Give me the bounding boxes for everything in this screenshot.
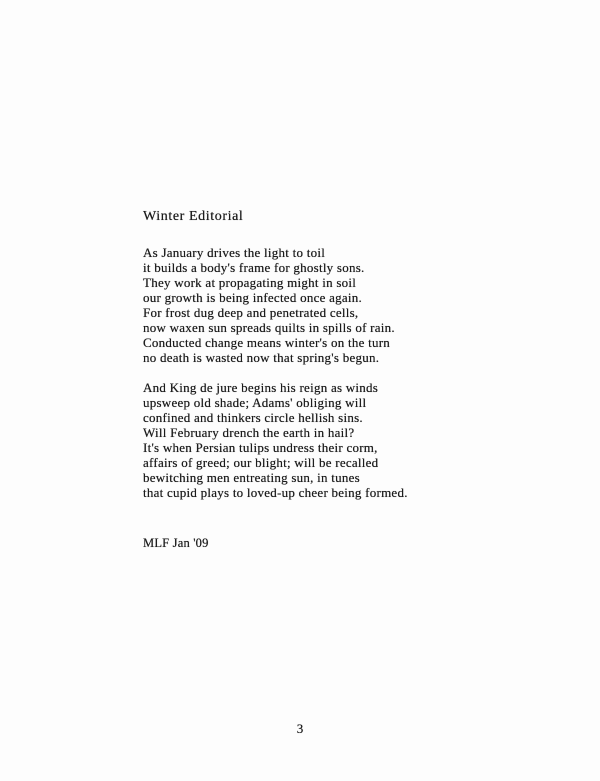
poem-line: now waxen sun spreads quilts in spills of rain. bbox=[143, 320, 395, 335]
poem-line: And King de jure begins his reign as winds bbox=[143, 380, 379, 395]
author-signature: MLF Jan '09 bbox=[143, 536, 209, 550]
poem-line: affairs of greed; our blight; will be recalled bbox=[143, 455, 379, 470]
poem-line: it builds a body's frame for ghostly sons. bbox=[143, 260, 365, 275]
poem-line: Will February drench the earth in hail? bbox=[143, 425, 355, 440]
poem-stanza-second bbox=[143, 380, 408, 500]
poem-line: our growth is being infected once again. bbox=[143, 290, 363, 305]
poem-line: no death is wasted now that spring's begun. bbox=[143, 350, 380, 365]
poem-line: As January drives the light to toil bbox=[143, 245, 326, 260]
poem-line: For frost dug deep and penetrated cells, bbox=[143, 305, 359, 320]
poem-title: Winter Editorial bbox=[143, 209, 244, 224]
poem-line: confined and thinkers circle hellish sins. bbox=[143, 410, 363, 425]
poem-line: bewitching men entreating sun, in tunes bbox=[143, 470, 360, 485]
page-number: 3 bbox=[296, 721, 304, 736]
poem-line: Conducted change means winter's on the turn bbox=[143, 335, 391, 350]
poem-stanza-first bbox=[143, 245, 395, 365]
poem-line: It's when Persian tulips undress their corm, bbox=[143, 440, 378, 455]
poem-line: that cupid plays to loved-up cheer being formed. bbox=[143, 485, 408, 500]
poem-line: They work at propagating might in soil bbox=[143, 275, 357, 290]
poem-line: upsweep old shade; Adams' obliging will bbox=[143, 395, 367, 410]
